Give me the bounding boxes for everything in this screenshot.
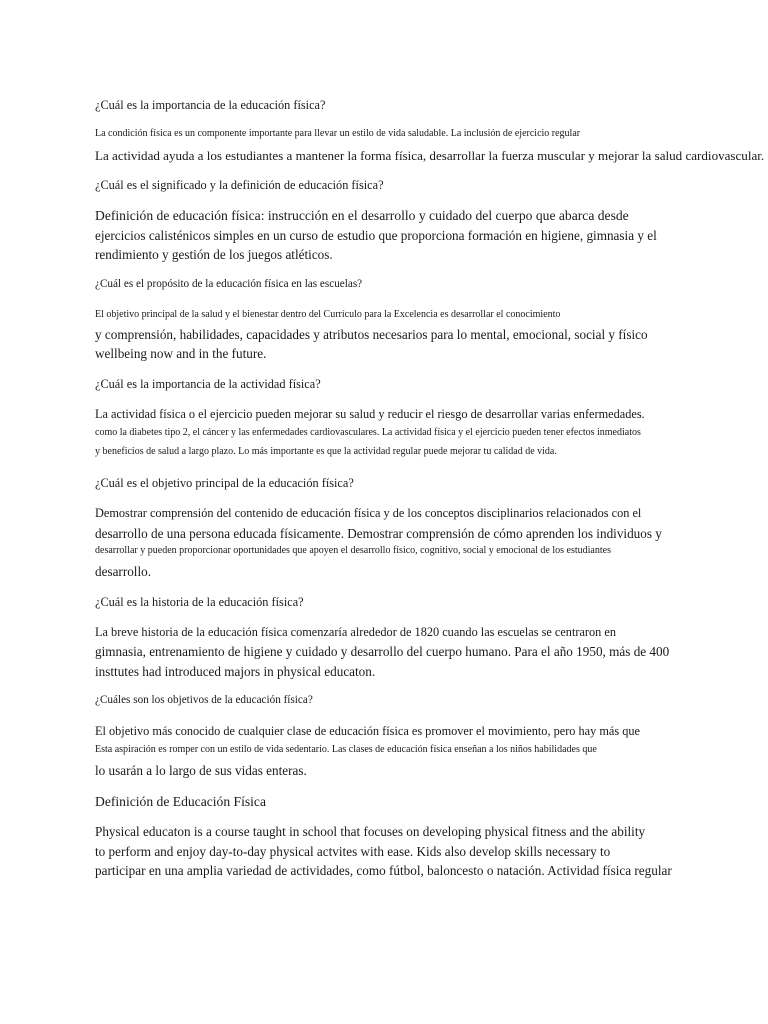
paragraph-line: La actividad ayuda a los estudiantes a mantener la forma física, desarrollar la fuerza muscular y mejorar la salud cardiovascular. (95, 148, 765, 163)
section-heading: ¿Cuál es la importancia de la educación física? (95, 98, 326, 112)
paragraph-line: Physical educaton is a course taught in school that focuses on developing physical fitness and the ability (95, 824, 646, 839)
section-heading: ¿Cuál es la importancia de la actividad física? (95, 377, 321, 391)
paragraph-line: rendimiento y gestión de los juegos atléticos. (95, 247, 333, 262)
paragraph-line: desarrollar y pueden proporcionar oportunidades que apoyen el desarrollo físico, cognitivo, social y emocional de los estudiantes (95, 545, 611, 556)
paragraph-line: El objetivo más conocido de cualquier clase de educación física es promover el movimiento, pero hay más que (95, 724, 640, 738)
paragraph-line: Definición de educación física: instrucción en el desarrollo y cuidado del cuerpo que abarca desde (95, 208, 629, 223)
paragraph-line: como la diabetes tipo 2, el cáncer y las enfermedades cardiovasculares. La actividad física y el ejercicio pueden tener efectos inmediatos (95, 427, 641, 438)
paragraph-line: gimnasia, entrenamiento de higiene y cuidado y desarrollo del cuerpo humano. Para el año 1950, más de 400 (95, 644, 670, 659)
paragraph-line: insttutes had introduced majors in physical educaton. (95, 664, 376, 679)
section-heading: ¿Cuál es la historia de la educación física? (95, 595, 304, 609)
section-heading: ¿Cuáles son los objetivos de la educación física? (95, 694, 313, 706)
paragraph-line: y comprensión, habilidades, capacidades y atributos necesarios para lo mental, emocional, social y físico (95, 327, 648, 342)
section-heading: ¿Cuál es el objetivo principal de la educación física? (95, 476, 354, 490)
paragraph-line: El objetivo principal de la salud y el bienestar dentro del Currículo para la Excelencia es desarrollar el conocimiento (95, 309, 561, 320)
paragraph-line: Esta aspiración es romper con un estilo de vida sedentario. Las clases de educación física enseñan a los niños habilidades que (95, 744, 597, 755)
paragraph-line: to perform and enjoy day-to-day physical actvites with ease. Kids also develop skills necessary to (95, 844, 611, 859)
paragraph-line: La breve historia de la educación física comenzaría alrededor de 1820 cuando las escuelas se centraron en (95, 625, 617, 639)
paragraph-line: La condición física es un componente importante para llevar un estilo de vida saludable. La inclusión de ejercicio regular (95, 128, 581, 139)
paragraph-line: wellbeing now and in the future. (95, 346, 267, 361)
paragraph-line: participar en una amplia variedad de actividades, como fútbol, baloncesto o natación. Actividad física regular (95, 863, 672, 878)
paragraph-line: La actividad física o el ejercicio pueden mejorar su salud y reducir el riesgo de desarrollar varias enfermedades. (95, 407, 645, 421)
paragraph-line: lo usarán a lo largo de sus vidas enteras. (95, 763, 307, 778)
section-heading: Definición de Educación Física (95, 794, 266, 809)
paragraph-line: ejercicios calisténicos simples en un curso de estudio que proporciona formación en higiene, gimnasia y el (95, 228, 657, 243)
paragraph-line: desarrollo. (95, 564, 152, 579)
paragraph-line: desarrollo de una persona educada físicamente. Demostrar comprensión de cómo aprenden los individuos y (95, 526, 662, 541)
section-heading: ¿Cuál es el significado y la definición de educación física? (95, 178, 384, 192)
section-heading: ¿Cuál es el propósito de la educación física en las escuelas? (95, 278, 363, 290)
paragraph-line: Demostrar comprensión del contenido de educación física y de los conceptos disciplinarios relacionados con el (95, 506, 642, 520)
paragraph-line: y beneficios de salud a largo plazo. Lo más importante es que la actividad regular puede mejorar tu calidad de vida. (95, 446, 557, 457)
